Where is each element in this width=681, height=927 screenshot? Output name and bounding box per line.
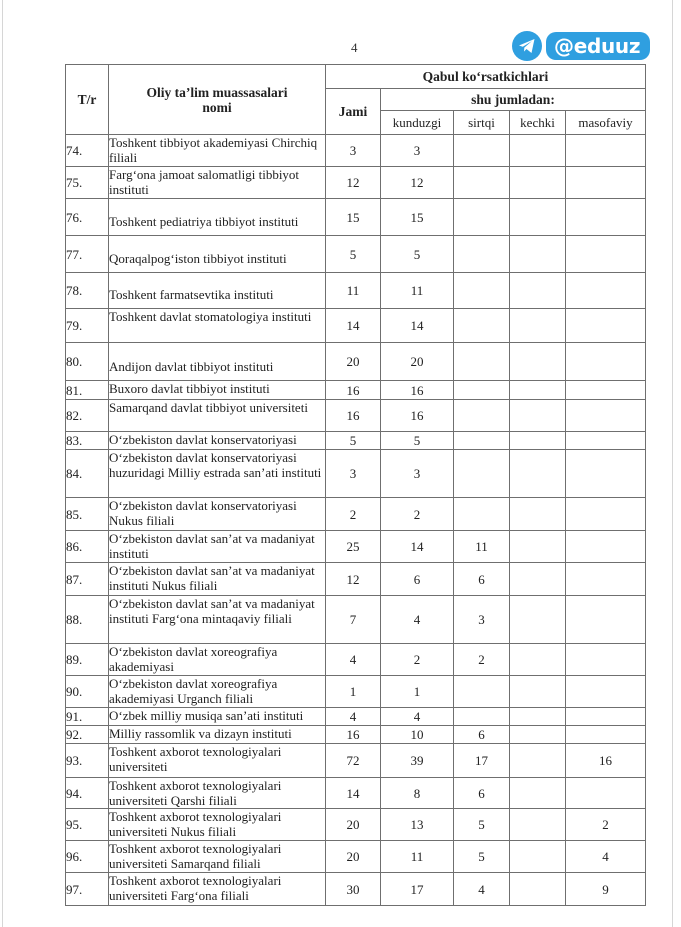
header-masofaviy: masofaviy [566, 111, 646, 135]
watermark-handle: @eduuz [546, 32, 650, 60]
row-number: 78. [66, 273, 109, 309]
kechki-value [510, 644, 566, 676]
sirtqi-value: 3 [454, 596, 510, 644]
telegram-icon [512, 31, 542, 61]
header-admission-indicators: Qabul ko‘rsatkichlari [326, 65, 646, 89]
institution-name: Farg‘ona jamoat salomatligi tibbiyot instituti [109, 167, 326, 199]
sirtqi-value [454, 236, 510, 273]
kunduzgi-value: 12 [381, 167, 454, 199]
sirtqi-value [454, 309, 510, 343]
sirtqi-value: 4 [454, 873, 510, 906]
sirtqi-value: 17 [454, 744, 510, 778]
kunduzgi-value: 1 [381, 676, 454, 708]
table-row [66, 596, 646, 644]
institution-name: Toshkent axborot texnologiyalari universiteti Qarshi filiali [109, 778, 326, 809]
total-value: 12 [326, 563, 381, 596]
total-value: 2 [326, 498, 381, 531]
masofaviy-value: 4 [566, 841, 646, 873]
row-number: 83. [66, 432, 109, 450]
header-name [109, 65, 326, 135]
institution-name: Toshkent axborot texnologiyalari universiteti Nukus filiali [109, 809, 326, 841]
kechki-value [510, 273, 566, 309]
sirtqi-value [454, 676, 510, 708]
table-row [66, 236, 646, 273]
total-value: 25 [326, 531, 381, 563]
row-number: 77. [66, 236, 109, 273]
row-number: 74. [66, 135, 109, 167]
kunduzgi-value: 16 [381, 400, 454, 432]
masofaviy-value [566, 273, 646, 309]
kechki-value [510, 498, 566, 531]
institution-name: Buxoro davlat tibbiyot instituti [109, 381, 326, 400]
kechki-value [510, 809, 566, 841]
institution-name: O‘zbekiston davlat san’at va madaniyat instituti [109, 531, 326, 563]
masofaviy-value [566, 309, 646, 343]
total-value: 5 [326, 432, 381, 450]
table-row [66, 135, 646, 167]
kunduzgi-value: 3 [381, 135, 454, 167]
row-number: 90. [66, 676, 109, 708]
institution-name: Toshkent davlat stomatologiya instituti [109, 309, 326, 343]
institution-name: Qoraqalpog‘iston tibbiyot instituti [109, 236, 326, 273]
header-total: Jami [326, 89, 381, 135]
sirtqi-value: 6 [454, 726, 510, 744]
kunduzgi-value: 5 [381, 236, 454, 273]
total-value: 12 [326, 167, 381, 199]
kunduzgi-value: 3 [381, 450, 454, 498]
masofaviy-value [566, 343, 646, 381]
total-value: 20 [326, 841, 381, 873]
sirtqi-value [454, 381, 510, 400]
kechki-value [510, 236, 566, 273]
admissions-table [65, 64, 646, 906]
kechki-value [510, 400, 566, 432]
institution-name: O‘zbekiston davlat san’at va madaniyat instituti Nukus filiali [109, 563, 326, 596]
kechki-value [510, 873, 566, 906]
row-number: 89. [66, 644, 109, 676]
table-row [66, 676, 646, 708]
total-value: 4 [326, 644, 381, 676]
masofaviy-value [566, 199, 646, 236]
kechki-value [510, 744, 566, 778]
table-row [66, 167, 646, 199]
sirtqi-value [454, 273, 510, 309]
kunduzgi-value: 39 [381, 744, 454, 778]
page-number: 4 [351, 40, 358, 55]
total-value: 16 [326, 400, 381, 432]
kunduzgi-value: 4 [381, 708, 454, 726]
total-value: 15 [326, 199, 381, 236]
row-number: 95. [66, 809, 109, 841]
sirtqi-value: 11 [454, 531, 510, 563]
table-row [66, 873, 646, 906]
page-edge-left [2, 0, 3, 927]
sirtqi-value: 2 [454, 644, 510, 676]
table-row [66, 841, 646, 873]
sirtqi-value [454, 343, 510, 381]
institution-name: O‘zbekiston davlat konservatoriyasi [109, 432, 326, 450]
kunduzgi-value: 14 [381, 531, 454, 563]
table-row [66, 644, 646, 676]
masofaviy-value [566, 531, 646, 563]
institution-name: Toshkent pediatriya tibbiyot instituti [109, 199, 326, 236]
header-including: shu jumladan: [381, 89, 646, 111]
row-number: 81. [66, 381, 109, 400]
institution-name: Andijon davlat tibbiyot instituti [109, 343, 326, 381]
row-number: 97. [66, 873, 109, 906]
table-row [66, 400, 646, 432]
total-value: 14 [326, 309, 381, 343]
sirtqi-value [454, 400, 510, 432]
kechki-value [510, 135, 566, 167]
total-value: 20 [326, 343, 381, 381]
masofaviy-value: 2 [566, 809, 646, 841]
table-row [66, 809, 646, 841]
kechki-value [510, 309, 566, 343]
table-row [66, 498, 646, 531]
sirtqi-value: 6 [454, 778, 510, 809]
eduuz-watermark [512, 31, 650, 61]
kechki-value [510, 450, 566, 498]
row-number: 75. [66, 167, 109, 199]
table-row [66, 309, 646, 343]
masofaviy-value [566, 596, 646, 644]
masofaviy-value [566, 708, 646, 726]
row-number: 86. [66, 531, 109, 563]
total-value: 72 [326, 744, 381, 778]
kunduzgi-value: 2 [381, 644, 454, 676]
header-name-text: Oliy ta’lim muassasalari nomi [146, 84, 288, 115]
kunduzgi-value: 2 [381, 498, 454, 531]
sirtqi-value: 5 [454, 841, 510, 873]
sirtqi-value [454, 135, 510, 167]
row-number: 88. [66, 596, 109, 644]
kunduzgi-value: 11 [381, 841, 454, 873]
table-row [66, 531, 646, 563]
row-number: 80. [66, 343, 109, 381]
sirtqi-value [454, 498, 510, 531]
kechki-value [510, 199, 566, 236]
table-row [66, 381, 646, 400]
kunduzgi-value: 4 [381, 596, 454, 644]
kechki-value [510, 167, 566, 199]
row-number: 82. [66, 400, 109, 432]
table-row [66, 199, 646, 236]
kunduzgi-value: 6 [381, 563, 454, 596]
row-number: 96. [66, 841, 109, 873]
row-number: 91. [66, 708, 109, 726]
kechki-value [510, 381, 566, 400]
table-row [66, 563, 646, 596]
institution-name: O‘zbekiston davlat san’at va madaniyat instituti Farg‘ona mintaqaviy filiali [109, 596, 326, 644]
total-value: 1 [326, 676, 381, 708]
masofaviy-value [566, 726, 646, 744]
kunduzgi-value: 13 [381, 809, 454, 841]
kechki-value [510, 343, 566, 381]
institution-name: Toshkent axborot texnologiyalari universiteti [109, 744, 326, 778]
kunduzgi-value: 15 [381, 199, 454, 236]
masofaviy-value [566, 676, 646, 708]
institution-name: Toshkent axborot texnologiyalari universiteti Farg‘ona filiali [109, 873, 326, 906]
kunduzgi-value: 10 [381, 726, 454, 744]
table-row [66, 432, 646, 450]
institution-name: Toshkent farmatsevtika instituti [109, 273, 326, 309]
masofaviy-value [566, 400, 646, 432]
masofaviy-value [566, 236, 646, 273]
masofaviy-value [566, 432, 646, 450]
table-row [66, 778, 646, 809]
masofaviy-value [566, 498, 646, 531]
header-sirtqi: sirtqi [454, 111, 510, 135]
table-row [66, 726, 646, 744]
kunduzgi-value: 17 [381, 873, 454, 906]
sirtqi-value [454, 199, 510, 236]
kechki-value [510, 778, 566, 809]
masofaviy-value [566, 381, 646, 400]
kunduzgi-value: 8 [381, 778, 454, 809]
kunduzgi-value: 20 [381, 343, 454, 381]
institution-name: Samarqand davlat tibbiyot universiteti [109, 400, 326, 432]
table-row [66, 273, 646, 309]
kechki-value [510, 676, 566, 708]
row-number: 93. [66, 744, 109, 778]
institution-name: O‘zbek milliy musiqa san’ati instituti [109, 708, 326, 726]
kechki-value [510, 432, 566, 450]
total-value: 16 [326, 726, 381, 744]
total-value: 7 [326, 596, 381, 644]
institution-name: O‘zbekiston davlat xoreografiya akademiyasi Urganch filiali [109, 676, 326, 708]
sirtqi-value [454, 167, 510, 199]
row-number: 87. [66, 563, 109, 596]
table-body [66, 135, 646, 906]
masofaviy-value: 9 [566, 873, 646, 906]
kechki-value [510, 726, 566, 744]
table-row [66, 450, 646, 498]
total-value: 11 [326, 273, 381, 309]
table-row [66, 744, 646, 778]
masofaviy-value [566, 644, 646, 676]
header-kunduzgi: kunduzgi [381, 111, 454, 135]
page-edge-right [672, 0, 673, 927]
sirtqi-value [454, 450, 510, 498]
institution-name: O‘zbekiston davlat xoreografiya akademiyasi [109, 644, 326, 676]
header-kechki: kechki [510, 111, 566, 135]
kechki-value [510, 531, 566, 563]
total-value: 20 [326, 809, 381, 841]
sirtqi-value: 6 [454, 563, 510, 596]
row-number: 92. [66, 726, 109, 744]
row-number: 85. [66, 498, 109, 531]
masofaviy-value [566, 135, 646, 167]
total-value: 16 [326, 381, 381, 400]
kunduzgi-value: 5 [381, 432, 454, 450]
total-value: 3 [326, 135, 381, 167]
row-number: 79. [66, 309, 109, 343]
table-row [66, 343, 646, 381]
sirtqi-value [454, 708, 510, 726]
total-value: 5 [326, 236, 381, 273]
masofaviy-value [566, 167, 646, 199]
kechki-value [510, 596, 566, 644]
institution-name: Toshkent tibbiyot akademiyasi Chirchiq filiali [109, 135, 326, 167]
institution-name: O‘zbekiston davlat konservatoriyasi Nukus filiali [109, 498, 326, 531]
institution-name: Toshkent axborot texnologiyalari universiteti Samarqand filiali [109, 841, 326, 873]
kechki-value [510, 708, 566, 726]
masofaviy-value: 16 [566, 744, 646, 778]
kechki-value [510, 563, 566, 596]
header-index: T/r [66, 65, 109, 135]
kunduzgi-value: 14 [381, 309, 454, 343]
kunduzgi-value: 16 [381, 381, 454, 400]
masofaviy-value [566, 563, 646, 596]
total-value: 30 [326, 873, 381, 906]
sirtqi-value: 5 [454, 809, 510, 841]
row-number: 94. [66, 778, 109, 809]
table-row [66, 708, 646, 726]
row-number: 84. [66, 450, 109, 498]
masofaviy-value [566, 450, 646, 498]
row-number: 76. [66, 199, 109, 236]
institution-name: O‘zbekiston davlat konservatoriyasi huzuridagi Milliy estrada san’ati instituti [109, 450, 326, 498]
kechki-value [510, 841, 566, 873]
total-value: 4 [326, 708, 381, 726]
kunduzgi-value: 11 [381, 273, 454, 309]
total-value: 14 [326, 778, 381, 809]
institution-name: Milliy rassomlik va dizayn instituti [109, 726, 326, 744]
sirtqi-value [454, 432, 510, 450]
total-value: 3 [326, 450, 381, 498]
masofaviy-value [566, 778, 646, 809]
